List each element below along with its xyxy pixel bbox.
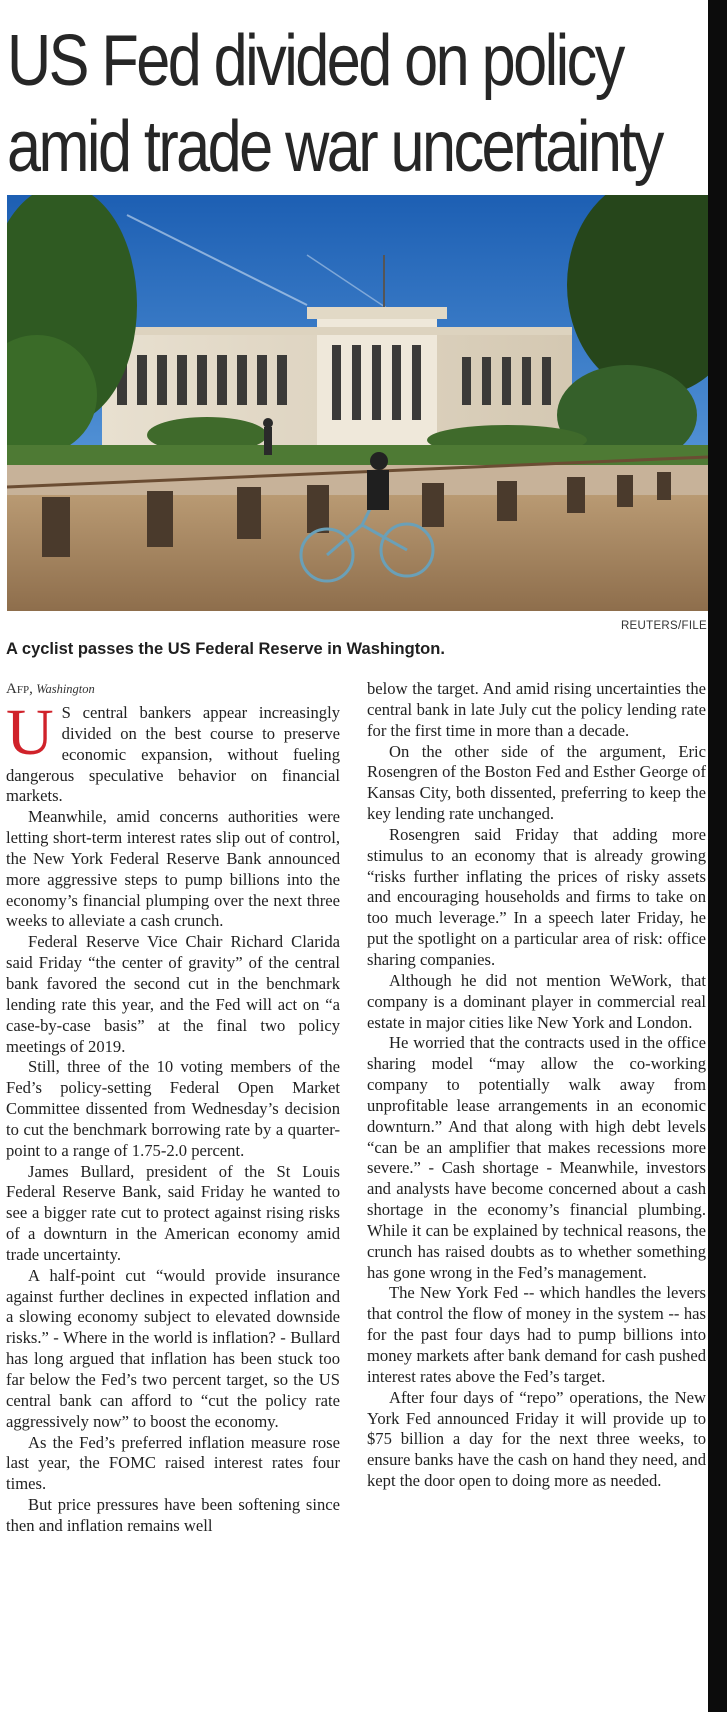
article-paragraph: Federal Reserve Vice Chair Richard Clarida said Friday “the center of gravity” of the central bank favored the second cut in the benchmark lending rate this year, and the Fed will act on “a case-by-case basis” at the final two policy meetings of 2019. [6,932,340,1056]
byline-place: Washington [36,682,95,696]
photo-caption: A cyclist passes the US Federal Reserve in Washington. [6,640,445,658]
article-paragraph: Rosengren said Friday that adding more stimulus to an economy that is already growing “risks further inflating the prices of risky assets and encouraging households and firms to take on too much leverage.” In a speech later Friday, he put the spotlight on a particular area of risk: office sharing companies. [367,824,706,969]
article-paragraph: But price pressures have been softening since then and inflation remains well [6,1495,340,1535]
article-paragraph: After four days of “repo” operations, the New York Fed announced Friday it will provide up to $75 billion a day for the next three weeks, to ensure banks have the cash on hand they need, and kept the door open to doing more as needed. [367,1387,706,1491]
article-paragraph: As the Fed’s preferred inflation measure rose last year, the FOMC raised interest rates four times. [6,1432,340,1494]
headline: US Fed divided on policy amid trade war uncertainty [7,21,662,187]
federal-reserve-photo [7,195,708,611]
article-paragraph: Still, three of the 10 voting members of the Fed’s policy-setting Federal Open Market Committee dissented from Wednesday’s decision to cut the benchmark borrowing rate by a quarter-point to a range of 1.75-2.0 percent. [6,1057,340,1160]
page-edge-border [708,0,727,1712]
article-paragraph: A half-point cut “would provide insurance against further declines in expected inflation and a slowing economy subject to elevated downside risks.” - Where in the world is inflation? - Bullard has long argued that inflation has been stuck too far below the Fed’s two percent target, so the US central bank can afford to “cut the policy rate aggressively now” to boost the economy. [6,1265,340,1431]
article-column-right [367,679,706,1492]
article-paragraph: Although he did not mention WeWork, that company is a dominant player in commercial real estate in major cities like New York and London. [367,970,706,1032]
photo-credit: REUTERS/FILE [620,620,707,632]
drop-cap: U [6,696,54,769]
article-paragraph: He worried that the contracts used in the office sharing model “may allow the co-working company to potentially walk away from unprofitable lease arrangements in an economic downturn.” And that along with high debt levels “can be an amplifier that makes recessions more severe.” - Cash shortage - Meanwhile, investors and analysts have become concerned about a cash shortage in the economy’s financial plumbing. While it can be explained by technical reasons, the crunch has raised doubts as to whether something has gone wrong in the Fed’s management. [367,1033,706,1282]
lead-paragraph [6,696,340,807]
article-paragraph: Meanwhile, amid concerns authorities were letting short-term interest rates slip out of control, the New York Federal Reserve Bank announced more aggressive steps to pump billions into the economy’s financial plumping over the next three weeks to alleviate a cash crunch. [6,807,340,931]
byline-agency: Afp, [6,681,33,697]
article-paragraph: On the other side of the argument, Eric Rosengren of the Boston Fed and Esther George of Kansas City, both dissented, preferring to keep the key lending rate unchanged. [367,741,706,824]
lead-text: S central bankers appear increasingly divided on the best course to preserve economic expansion, without fueling dangerous speculative behavior on financial markets. [6,703,340,806]
article-column-left [6,696,340,1537]
article-paragraph: James Bullard, president of the St Louis Federal Reserve Bank, said Friday he wanted to see a bigger rate cut to protect against rising risks of a downturn in the American economy amid trade uncertainty. [6,1161,340,1264]
article-paragraph: The New York Fed -- which handles the levers that control the flow of money in the system -- has for the past four days had to pump billions into money markets after bank demand for cash pushed interest rates above the Fed’s target. [367,1283,706,1386]
continued-paragraph: below the target. And amid rising uncertainties the central bank in late July cut the policy lending rate for the first time in more than a decade. [367,679,706,740]
